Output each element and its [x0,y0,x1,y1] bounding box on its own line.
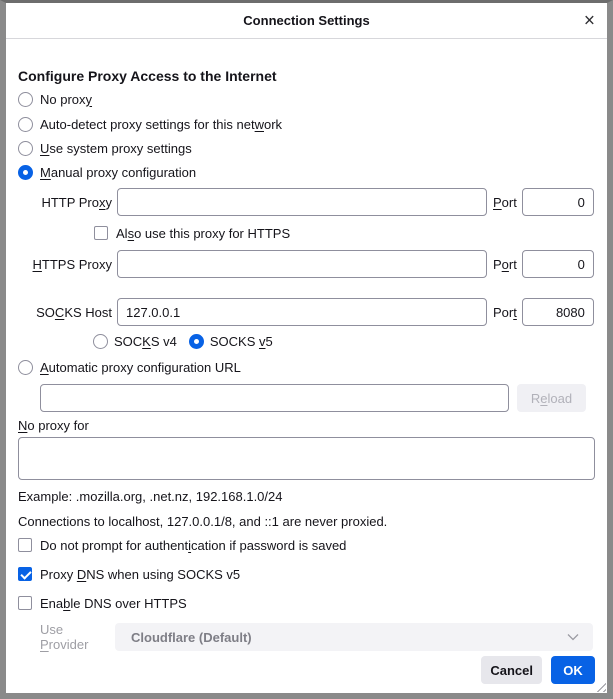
radio-manual-proxy-label: Manual proxy configuration [40,164,197,180]
auto-url-row [40,384,595,412]
checkbox-no-prompt-auth[interactable] [18,538,32,552]
no-prompt-auth-row [18,537,595,553]
cancel-button[interactable]: Cancel [481,656,542,684]
socks-host-label: SOCKS Host [36,304,112,320]
radio-use-system-label: Use system proxy settings [40,140,192,156]
no-prompt-auth-label: Do not prompt for authentication if password is saved [40,537,347,553]
no-proxy-for-label: No proxy for [18,417,89,433]
radio-auto-url-label: Automatic proxy configuration URL [40,359,241,375]
radio-use-system[interactable] [18,141,33,156]
socks-host-input[interactable] [117,298,487,326]
https-port-input[interactable] [522,250,594,278]
proxy-dns-label: Proxy DNS when using SOCKS v5 [40,566,241,582]
radio-row-manual [18,164,595,180]
https-proxy-label: HTTPS Proxy [32,256,112,272]
dialog-footer [18,656,595,684]
localhost-note-text: Connections to localhost, 127.0.0.1/8, and ::1 are never proxied. [18,514,388,529]
checkbox-enable-doh[interactable] [18,596,32,610]
radio-manual-proxy[interactable] [18,165,33,180]
radio-auto-detect[interactable] [18,117,33,132]
enable-doh-row [18,595,595,611]
http-port-input[interactable] [522,188,594,216]
page-title: Configure Proxy Access to the Internet [18,68,277,84]
http-proxy-label: HTTP Proxy [41,194,112,210]
provider-dropdown[interactable] [115,623,593,651]
close-icon[interactable]: × [583,10,595,31]
provider-row [18,622,595,652]
https-proxy-input[interactable] [117,250,487,278]
also-https-row [94,225,595,241]
also-https-label: Also use this proxy for HTTPS [116,225,291,241]
reload-button[interactable]: R e load [517,384,586,412]
auto-url-input[interactable] [40,384,509,412]
socks-port-label: Port [493,304,517,320]
socks-host-row [18,298,595,326]
https-proxy-row [18,250,595,278]
radio-row-auto-detect [18,116,595,132]
radio-auto-url[interactable] [18,360,33,375]
example-text: Example: .mozilla.org, .net.nz, 192.168.1.0/24 [18,489,283,504]
radio-row-auto-url [18,359,595,375]
dialog-title: Connection Settings [243,13,370,28]
radio-socks-v5[interactable] [189,334,204,349]
ok-button[interactable]: OK [551,656,595,684]
radio-row-use-system [18,140,595,156]
dialog-titlebar [6,3,607,39]
radio-socks-v5-label: SOCKS v5 [209,333,273,349]
radio-auto-detect-label: Auto-detect proxy settings for this network [40,116,283,132]
radio-socks-v4[interactable] [93,334,108,349]
https-port-label: Port [493,256,517,272]
http-proxy-row [18,188,595,216]
socks-version-row [93,333,595,349]
chevron-down-icon [567,633,579,641]
checkbox-also-https[interactable] [94,226,108,240]
http-proxy-input[interactable] [117,188,487,216]
checkbox-proxy-dns[interactable] [18,567,32,581]
no-proxy-for-textarea[interactable] [18,437,595,480]
radio-no-proxy-label: No proxy [40,91,93,107]
socks-port-input[interactable] [522,298,594,326]
radio-row-no-proxy [18,91,595,107]
http-port-label: Port [493,194,517,210]
radio-no-proxy[interactable] [18,92,33,107]
radio-socks-v4-label: SOCKS v4 [114,333,177,349]
proxy-dns-row [18,566,595,582]
use-provider-label: Use Provider [40,622,89,652]
enable-doh-label: Enable DNS over HTTPS [40,595,187,611]
provider-dropdown-value: Cloudflare (Default) [131,629,252,645]
dialog-content [6,68,607,684]
